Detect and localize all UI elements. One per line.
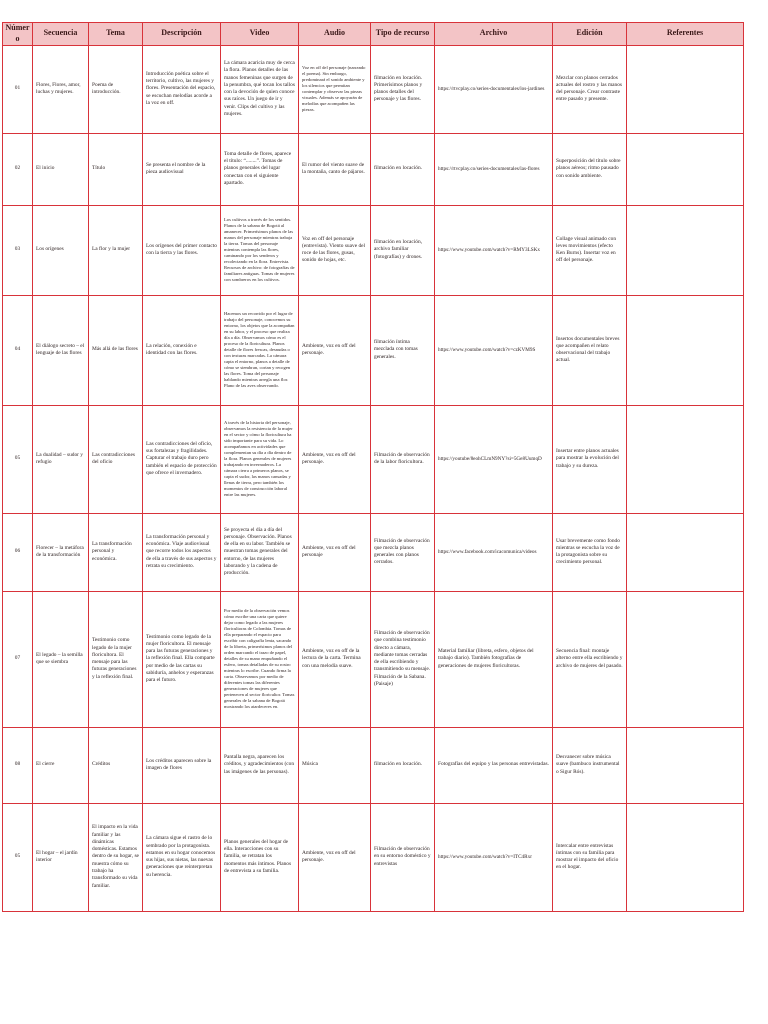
- cell-edicion: Superposición del título sobre planos aéreos; ritmo pausado con sonido ambiente.: [553, 133, 627, 205]
- table-row: [3, 513, 744, 591]
- cell-edicion: Insertos documentales breves que acompañen el relato observacional del trabajo actual.: [553, 295, 627, 405]
- cell-secuencia: El inicio: [33, 133, 89, 205]
- cell-numero: 08: [3, 727, 33, 803]
- cell-archivo-link[interactable]: https://youtube/8eohCLmN9NY?si=5Ge8UumqD: [435, 405, 553, 513]
- poster-title: EL SEMBRADOR: [645, 179, 725, 190]
- cell-descripcion: Los orígenes del primer contacto con la tierra y las flores.: [143, 205, 221, 295]
- cell-video: Los cultivos a través de los sentidos. Planos de la sabana de Bogotá al amanecer. Primerísimos planos de las manos del personaje mientras trabaja la tierra. Tomas del personaje mientras contempla las flores, caminando por los senderos y recolectando en la flora. Entrevista. Recursos de archivo: de fotografías de familiares antiguas. Tomas de mujeres con sombreros en los cultivos.: [221, 205, 299, 295]
- cell-audio: Ambiente, voz en off de la lectura de la carta. Termina con una melodía suave.: [299, 591, 371, 727]
- cell-numero: 02: [3, 133, 33, 205]
- cell-tema: La flor y la mujer: [89, 205, 143, 295]
- table-row: [3, 45, 744, 133]
- cell-tipo: filmación en locación.: [371, 133, 435, 205]
- cell-audio: El rumor del viento suave de la montaña, canto de pájaros.: [299, 133, 371, 205]
- cell-video: Hacemos un recorrido por el lugar de trabajo del personaje, conocemos su entorno, los objetos que la acompañan en su labor, y el proceso que realiza día a día. Observamos cómo es el proceso de la floricultura. Planos detalle de flores frescas, desnudas o con texturas marcadas. La cámara capta el entorno, planos a detalle de cómo se siembran, cortan y recogen las flores. Toma del personaje hablando mientras arregla una flor. Plano de las aves observando.: [221, 295, 299, 405]
- cell-secuencia: El legado – la semilla que se siembra: [33, 591, 89, 727]
- cell-tipo: filmación en locación, archivo familiar (fotografías) y drones.: [371, 205, 435, 295]
- cell-referentes: [627, 727, 744, 803]
- cell-secuencia: La dualidad – sudor y refugio: [33, 405, 89, 513]
- cell-tipo: Filmación de observación de la labor floricultora.: [371, 405, 435, 513]
- header-edicion: Edición: [553, 23, 627, 46]
- cell-referentes: [627, 803, 744, 911]
- header-tipo-recurso: Tipo de recurso: [371, 23, 435, 46]
- cell-archivo-link[interactable]: https://www.youtube.com/watch?v=ITC4Rxr: [435, 803, 553, 911]
- cell-audio: Ambiente, voz en off del personaje: [299, 513, 371, 591]
- cell-referentes: [627, 513, 744, 591]
- cell-archivo-link[interactable]: https://www.youtube.com/watch?v=RMY3LSKx: [435, 205, 553, 295]
- cell-descripcion: Los créditos aparecen sobre la imagen de flores: [143, 727, 221, 803]
- table-row: [3, 591, 744, 727]
- header-numero: Número: [3, 23, 33, 46]
- cell-edicion: Collage visual animado con leves movimientos (efecto Ken Burns). Insertar voz en off del personaje.: [553, 205, 627, 295]
- cell-tema: Créditos: [89, 727, 143, 803]
- cell-archivo-link[interactable]: https://www.facebook.com/icacomunica/videos: [435, 513, 553, 591]
- cell-tema: El impacto en la vida familiar y las dinámicas domésticas. Estamos dentro de su hogar, se muestra cómo su trabajo ha transformado su vida familiar.: [89, 803, 143, 911]
- storyboard-table: [2, 22, 744, 912]
- cell-descripcion: Las contradicciones del oficio, sus fortalezas y fragilidades. Capturar el trabajo duro pero también el espacio de protección que ofrece el invernadero.: [143, 405, 221, 513]
- cell-tipo: Filmación de observación en su entorno doméstico y entrevistas: [371, 803, 435, 911]
- cell-archivo-link[interactable]: https://www.youtube.com/watch?v=czKVM9S: [435, 295, 553, 405]
- cell-archivo-link[interactable]: https://rtvcplay.co/series-documentales/los-jardines: [435, 45, 553, 133]
- cell-tema: Testimonio como legado de la mujer floricultora. El mensaje para las futuras generaciones y la reflexión final.: [89, 591, 143, 727]
- cell-audio: Ambiente, voz en off del personaje.: [299, 295, 371, 405]
- cell-audio: Voz en off del personaje (narrando el poema). Sin embargo, predominará el sonido ambiente y los silencios que permitan contemplar y observar las piezas visuales. Además se apoyarán de melodías que acompañen las piezas.: [299, 45, 371, 133]
- cell-descripcion: Se presenta el nombre de la pieza audiovisual: [143, 133, 221, 205]
- cell-descripcion: Testimonio como legado de la mujer floricultora. El mensaje para las futuras generaciones y la reflexión final. Ella comparte por medio de las cartas su sabiduría, anhelos y esperanzas para el futuro.: [143, 591, 221, 727]
- cell-edicion: Desvanecer sobre música suave (bambuco instrumental o Sigur Rós).: [553, 727, 627, 803]
- cell-audio: Ambiente, voz en off del personaje.: [299, 405, 371, 513]
- table-row: [3, 727, 744, 803]
- cell-tipo: Filmación de observación que mezcla planos generales con planos cerrados.: [371, 513, 435, 591]
- cell-secuencia: El diálogo secreto – el lenguaje de las flores: [33, 295, 89, 405]
- header-row: [3, 23, 744, 46]
- table-row: [3, 205, 744, 295]
- cell-numero: 04: [3, 295, 33, 405]
- cell-referentes: [627, 405, 744, 513]
- table-row: [3, 133, 744, 205]
- cell-edicion: Usar brevemente como fondo mientras se escucha la voz de la protagonista sobre su crecimiento personal.: [553, 513, 627, 591]
- cell-referentes: [627, 591, 744, 727]
- cell-referentes: [627, 205, 744, 295]
- cell-secuencia: Florecer – la metáfora de la transformación: [33, 513, 89, 591]
- cell-edicion: Intercalar entre entrevistas íntimas con su familia para mostrar el impacto del oficio en el hogar.: [553, 803, 627, 911]
- header-descripcion: Descripción: [143, 23, 221, 46]
- cell-video: Se proyecta el día a día del personaje. Observación. Planos de ella en su labor. También se muestran tomas generales del entorno, de las mujeres laborando y la cadena de producción.: [221, 513, 299, 591]
- cell-edicion: Secuencia final: montaje alterno entre ella escribiendo y archivo de mujeres del pasado.: [553, 591, 627, 727]
- cell-video: Toma detalle de flores, aparece el título: “........”. Tomas de planos generales del lugar conectan con el siguiente apartado.: [221, 133, 299, 205]
- table-row: [3, 405, 744, 513]
- cell-video: Planos generales del hogar de ella. Interacciones con su familia, se retratan los momentos más íntimos. Planos de entrevista a su familia.: [221, 803, 299, 911]
- cell-descripcion: La relación, conexión e identidad con las flores.: [143, 295, 221, 405]
- cell-descripcion: Introducción poética sobre el territorio, cultivo, las mujeres y flores. Presentación del espacio, se escuchan melodías acorde a la voz en off.: [143, 45, 221, 133]
- header-audio: Audio: [299, 23, 371, 46]
- cell-tipo: filmación en locación.: [371, 727, 435, 803]
- cell-numero: 05: [3, 405, 33, 513]
- cell-audio: Ambiente, voz en off del personaje.: [299, 803, 371, 911]
- cell-edicion: Mezclar con planos cerrados actuales del rostro y las manos del personaje. Crear contraste entre pasado y presente.: [553, 45, 627, 133]
- cell-tema: Título: [89, 133, 143, 205]
- header-referentes: Referentes: [627, 23, 744, 46]
- cell-referentes: [627, 295, 744, 405]
- cell-tema: Las contradicciones del oficio: [89, 405, 143, 513]
- table-row: [3, 295, 744, 405]
- cell-secuencia: El hogar – el jardín interior: [33, 803, 89, 911]
- cell-tipo: Filmación de observación que combina testimonio directo a cámara, mediante tomas cerradas de ella escribiendo y transmitiendo su mensaje. Filmación de la Sabana. (Paisaje): [371, 591, 435, 727]
- cell-tema: Más allá de las flores: [89, 295, 143, 405]
- cell-tema: La transformación personal y económica.: [89, 513, 143, 591]
- cell-numero: 03: [3, 205, 33, 295]
- cell-descripcion: La transformación personal y económica. Viaje audiovisual que recorre todos los aspectos de ella a través de sus aspectos y retrata su crecimiento.: [143, 513, 221, 591]
- cell-video: Por medio de la observación vemos cómo escribe una carta que quiere dejar como legado a las mujeres floricultoras de Colombia. Tomas de ella preparando el espacio para escribir con caligrafía lenta, sacando de la libreta, primerísimos planos del orden marcando el trazo de papel, detalles de su mano empuñando el esfero, tomas detalladas de su rostro mientras lo escribe. Cuando firma la carta. Observamos por medio de diferentes tomas las diferentes generaciones de mujeres que pertenecen al sector floricultor. Tomas generales de la sabana de Bogotá mostrando los atardeceres en.: [221, 591, 299, 727]
- cell-audio: Música: [299, 727, 371, 803]
- cell-archivo-link[interactable]: https://rtvcplay.co/series-documentales/las-flores: [435, 133, 553, 205]
- cell-tipo: filmación íntima mezclada con tomas generales.: [371, 295, 435, 405]
- table-row: [3, 803, 744, 911]
- cell-numero: 06: [3, 513, 33, 591]
- cell-numero: 05: [3, 803, 33, 911]
- cell-audio: Voz en off del personaje (entrevista). Viento suave del roce de las flores, gusas, sonido de hojas, etc.: [299, 205, 371, 295]
- cell-tipo: filmación en locación. Primerísimos planos y planos detalles del personaje y las flores.: [371, 45, 435, 133]
- cell-secuencia: El cierre: [33, 727, 89, 803]
- cell-secuencia: Flores, Flores, amor, luchas y mujeres.: [33, 45, 89, 133]
- cell-numero: 01: [3, 45, 33, 133]
- cell-descripcion: La cámara sigue el rastro de lo sembrado por la protagonista. estamos en su hogar conocemos sus hijas, sus nietas, las nuevas generaciones que reinterpretan su herencia.: [143, 803, 221, 911]
- cell-referentes: [627, 45, 744, 133]
- header-video: Video: [221, 23, 299, 46]
- header-tema: Tema: [89, 23, 143, 46]
- cell-video: A través de la historia del personaje, observamos la resistencia de la mujer en el sector y cómo la floricultura ha sido importante para su vida. Lo acompañamos en actividades que complementan su día a día dentro de la flora. Planos generales de mujeres trabajando en invernaderos. La cámara cierra a primeros planos, se capta el sudor, las manos cansadas y llenas de tierra, pero también los momentos de construcción laboral entre las mujeres.: [221, 405, 299, 513]
- header-secuencia: Secuencia: [33, 23, 89, 46]
- cell-numero: 07: [3, 591, 33, 727]
- cell-referentes: [627, 133, 744, 205]
- cell-secuencia: Los orígenes: [33, 205, 89, 295]
- cell-archivo: Fotografías del equipo y las personas entrevistadas.: [435, 727, 553, 803]
- cell-archivo: Material familiar (libreta, esfero, objetos del trabajo diario). También fotografías de generaciones de mujeres floricultoras.: [435, 591, 553, 727]
- cell-video: Pantalla negra, aparecen los créditos, y agradecimientos (con las imágenes de las personas).: [221, 727, 299, 803]
- header-archivo: Archivo: [435, 23, 553, 46]
- storyboard-sheet: [2, 22, 744, 912]
- cell-tema: Poema de introducción.: [89, 45, 143, 133]
- cell-edicion: Insertar entre planos actuales para mostrar la evolución del trabajo y su dureza.: [553, 405, 627, 513]
- cell-video: La cámara acaricia muy de cerca la flora. Planos detalles de las manos femeninas que surgen de la penumbra, qué tocan los tallos con la devoción de quien conoce sus raíces. Un juego de ir y venir. Clips del cultivo y las mujeres.: [221, 45, 299, 133]
